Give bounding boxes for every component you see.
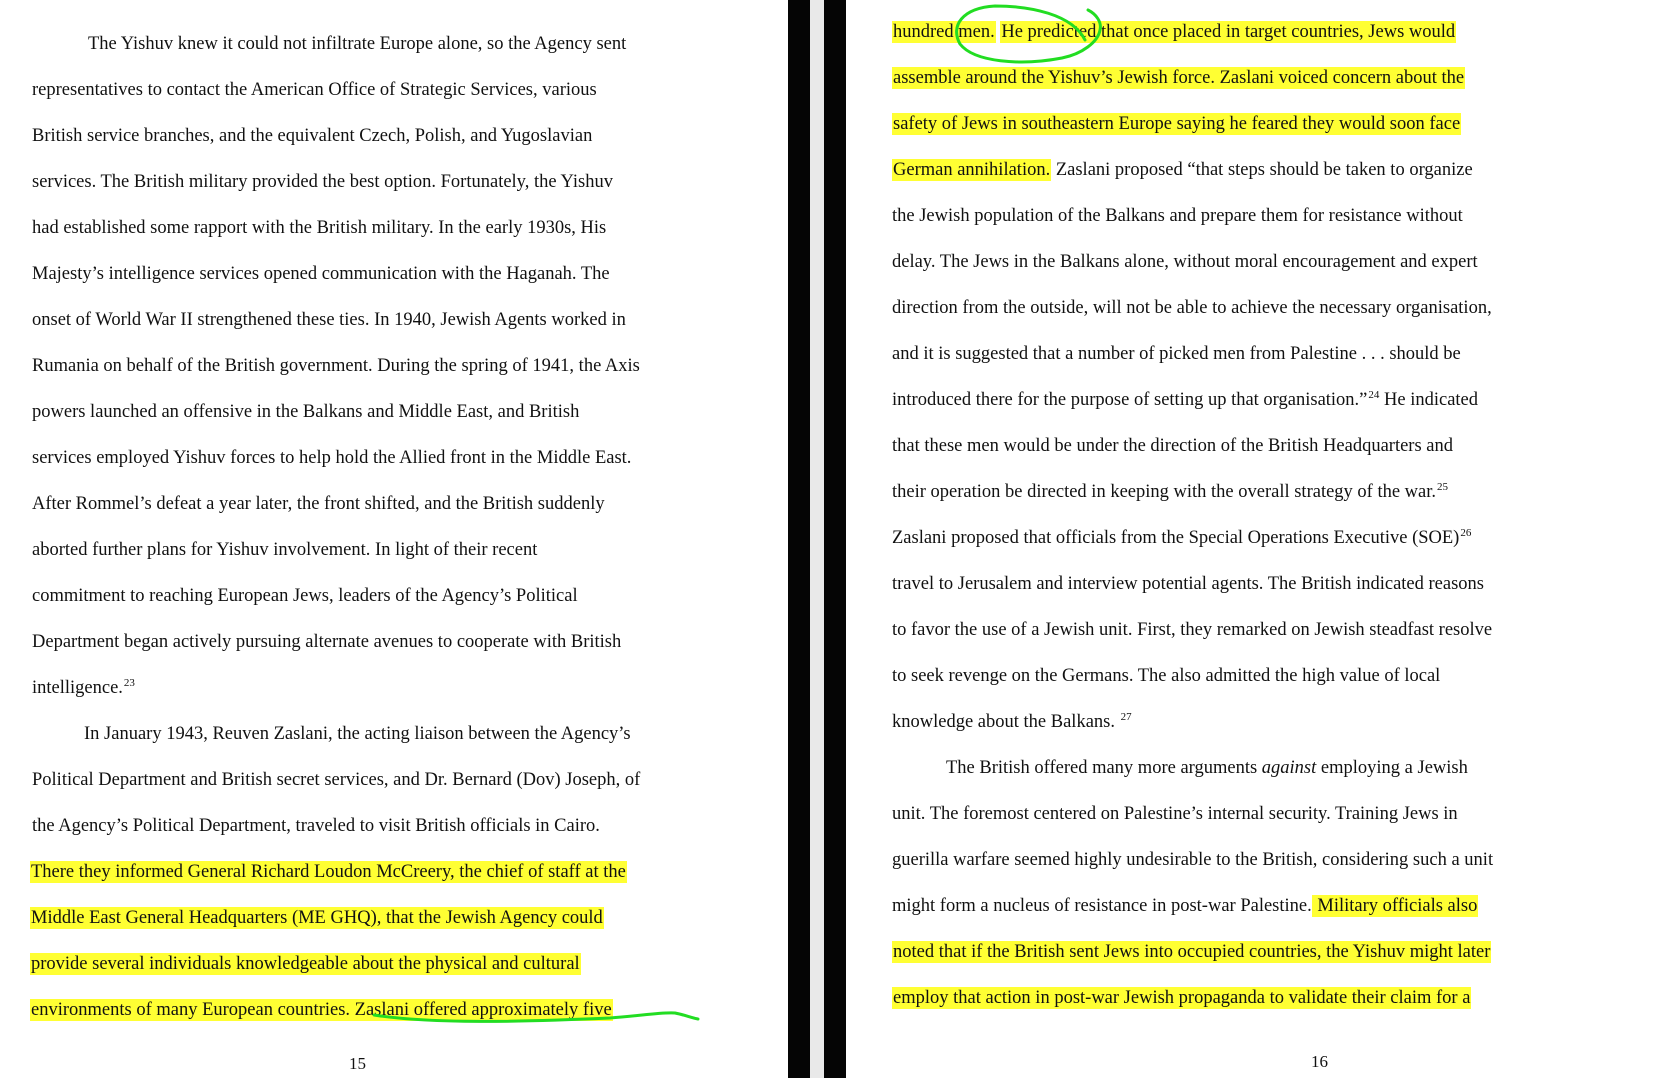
text-span: British service branches, and the equivalent Czech, Polish, and Yugoslavian [32, 126, 593, 146]
text-line [892, 480, 1448, 506]
page-number-left: 15 [349, 1054, 366, 1073]
highlighted-text: provide several individuals knowledgeable about the physical and cultural [31, 954, 580, 974]
text-line [892, 802, 1458, 826]
text-line [892, 20, 1456, 44]
footnote-ref: 26 [1460, 527, 1472, 539]
text-line [892, 112, 1461, 136]
text-line [32, 492, 605, 516]
text-span: In January 1943, Reuven Zaslani, the acting liaison between the Agency’s [84, 724, 631, 744]
left-page [0, 0, 788, 1078]
footnote-ref: 23 [123, 677, 135, 689]
highlighted-text: There they informed General Richard Loudon McCreery, the chief of staff at the [31, 862, 626, 882]
text-span: powers launched an offensive in the Balkans and Middle East, and British [32, 402, 580, 422]
text-span: Zaslani proposed “that steps should be taken to organize [1051, 160, 1473, 180]
text-line [892, 664, 1440, 688]
text-line [892, 940, 1491, 964]
text-span: Department began actively pursuing alternate avenues to cooperate with British [32, 632, 622, 652]
text-span: introduced there for the purpose of setting up that organisation.” [892, 390, 1368, 410]
text-span: had established some rapport with the British military. In the early 1930s, His [32, 218, 607, 238]
text-span: services employed Yishuv forces to help hold the Allied front in the Middle East. [32, 448, 632, 468]
book-binding [788, 0, 856, 1078]
text-line [892, 342, 1461, 366]
text-line [88, 32, 626, 56]
text-line [892, 710, 1132, 736]
text-span: onset of World War II strengthened these ties. In 1940, Jewish Agents worked in [32, 310, 626, 330]
highlighted-text: employ that action in post-war Jewish propaganda to validate their claim for a [893, 988, 1471, 1008]
text-line [32, 400, 579, 424]
footnote-ref: 27 [1120, 711, 1132, 723]
text-line [32, 446, 631, 470]
text-span: Majesty’s intelligence services opened communication with the Haganah. The [32, 264, 610, 284]
text-span: He indicated [1379, 390, 1479, 410]
text-line [892, 66, 1465, 90]
text-span: their operation be directed in keeping with the overall strategy of the war. [892, 482, 1437, 502]
highlighted-text: Military officials also [1312, 896, 1478, 916]
text-span: might form a nucleus of resistance in post-war Palestine. [892, 896, 1312, 916]
text-line [32, 216, 606, 240]
text-span: the Agency’s Political Department, traveled to visit British officials in Cairo. [32, 816, 600, 836]
text-span: The Yishuv knew it could not infiltrate Europe alone, so the Agency sent [88, 34, 627, 54]
text-line [32, 354, 640, 378]
highlighted-text: German annihilation. [893, 160, 1051, 180]
text-span: travel to Jerusalem and interview potential agents. The British indicated reasons [892, 574, 1484, 594]
text-line [892, 894, 1478, 918]
text-line [892, 618, 1492, 642]
text-line [32, 584, 578, 608]
text-span: representatives to contact the American Office of Strategic Services, various [32, 80, 597, 100]
highlighted-text: hundred men. [893, 22, 995, 42]
text-span: direction from the outside, will not be able to achieve the necessary organisation, [892, 298, 1492, 318]
text-line [84, 722, 631, 746]
right-page [856, 0, 1668, 1078]
text-line [892, 986, 1471, 1010]
text-line [32, 676, 135, 702]
text-span: delay. The Jews in the Balkans alone, without moral encouragement and expert [892, 252, 1478, 272]
text-span: unit. The foremost centered on Palestine’s internal security. Training Jews in [892, 804, 1458, 824]
highlighted-text: assemble around the Yishuv’s Jewish force. Zaslani voiced concern about the [893, 68, 1465, 88]
footnote-ref: 25 [1437, 481, 1449, 493]
text-span: Rumania on behalf of the British government. During the spring of 1941, the Axis [32, 356, 640, 376]
text-line [32, 78, 597, 102]
text-line [892, 250, 1478, 274]
page-number-right: 16 [1311, 1052, 1328, 1071]
text-span: guerilla warfare seemed highly undesirable to the British, considering such a unit [892, 850, 1494, 870]
text-line [892, 572, 1484, 596]
text-span: employing a Jewish [1316, 758, 1468, 778]
text-line [32, 308, 626, 332]
text-line [892, 388, 1478, 414]
text-line [32, 814, 600, 838]
text-line [30, 860, 627, 884]
text-span: knowledge about the Balkans. [892, 712, 1120, 732]
text-line [892, 434, 1453, 458]
text-span: intelligence. [32, 678, 123, 698]
text-span: Zaslani proposed that officials from the Special Operations Executive (SOE) [892, 528, 1460, 548]
footnote-ref: 24 [1368, 389, 1380, 401]
highlighted-text: noted that if the British sent Jews into occupied countries, the Yishuv might later [893, 942, 1491, 962]
text-span: to favor the use of a Jewish unit. First, they remarked on Jewish steadfast resolve [892, 620, 1493, 640]
text-span: Political Department and British secret services, and Dr. Bernard (Dov) Joseph, of [32, 770, 641, 790]
text-line [32, 630, 621, 654]
text-span: After Rommel’s defeat a year later, the front shifted, and the British suddenly [32, 494, 605, 514]
text-span: and it is suggested that a number of picked men from Palestine . . . should be [892, 344, 1461, 364]
text-line [32, 538, 537, 562]
text-line [892, 848, 1493, 872]
highlighted-text: environments of many European countries. Zaslani offered approximately five [31, 1000, 612, 1020]
text-span: against [1261, 758, 1317, 778]
text-line [32, 262, 610, 286]
text-line [892, 526, 1471, 552]
highlighted-text: He predicted that once placed in target countries, Jews would [1001, 22, 1456, 42]
text-line [892, 296, 1492, 320]
text-span: commitment to reaching European Jews, leaders of the Agency’s Political [32, 586, 578, 606]
text-line [892, 158, 1473, 182]
highlighted-text: safety of Jews in southeastern Europe saying he feared they would soon face [893, 114, 1461, 134]
text-line [32, 768, 640, 792]
text-span: to seek revenge on the Germans. The also admitted the high value of local [892, 666, 1441, 686]
text-span: the Jewish population of the Balkans and prepare them for resistance without [892, 206, 1463, 226]
highlighted-text: Middle East General Headquarters (ME GHQ), that the Jewish Agency could [31, 908, 603, 928]
text-span: services. The British military provided the best option. Fortunately, the Yishuv [32, 172, 613, 192]
text-line [946, 756, 1468, 780]
text-line [32, 170, 613, 194]
text-span: aborted further plans for Yishuv involvement. In light of their recent [32, 540, 538, 560]
text-span: that these men would be under the direction of the British Headquarters and [892, 436, 1453, 456]
text-line [32, 124, 592, 148]
text-line [892, 204, 1463, 228]
text-line [30, 952, 581, 976]
text-line [30, 998, 613, 1022]
text-span: The British offered many more arguments [946, 758, 1262, 778]
text-line [30, 906, 604, 930]
